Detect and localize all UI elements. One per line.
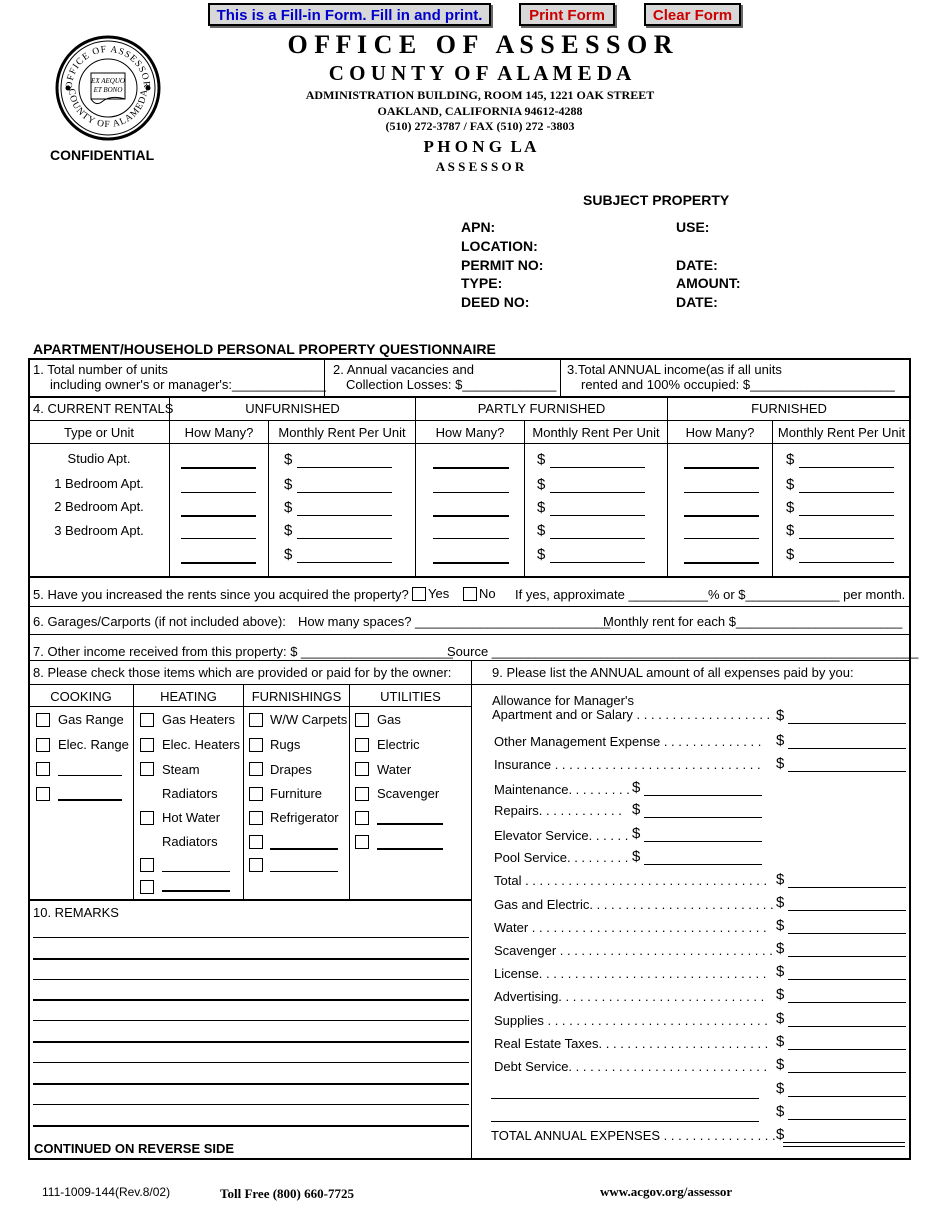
expense-label-repairs: Repairs. . . . . . . . . . . . bbox=[494, 803, 622, 818]
type-or-unit-header: Type or Unit bbox=[63, 425, 135, 440]
expense-amount-input[interactable] bbox=[788, 1049, 906, 1050]
dollar-sign: $ bbox=[776, 1080, 785, 1097]
use-label: USE: bbox=[676, 219, 710, 235]
location-label: LOCATION: bbox=[461, 238, 538, 254]
water-utility-checkbox[interactable] bbox=[355, 762, 369, 776]
utilities-other-input[interactable] bbox=[377, 823, 443, 825]
expense-label-re-taxes: Real Estate Taxes. . . . . . . . . . . . . . . . . . . . . . . . bbox=[494, 1036, 769, 1051]
refrigerator-label: Refrigerator bbox=[270, 810, 339, 825]
ww-carpets-label: W/W Carpets bbox=[270, 712, 348, 727]
continued-note: CONTINUED ON REVERSE SIDE bbox=[34, 1141, 235, 1156]
q1-label-1: 1. Total number of units bbox=[33, 362, 168, 377]
expense-label-advertising: Advertising. . . . . . . . . . . . . . . . . . . . . . . . . . . . . bbox=[494, 989, 765, 1004]
how-many-input[interactable] bbox=[433, 562, 509, 564]
q8-title: 8. Please check those items which are provided or paid for by the owner: bbox=[33, 665, 452, 680]
toll-free-number: Toll Free (800) 660-7725 bbox=[220, 1186, 354, 1201]
gas-utility-label: Gas bbox=[377, 712, 401, 727]
manager-allowance-label-2: Apartment and or Salary . . . . . . . . . . . . . . . . . . . bbox=[492, 707, 771, 722]
expense-other-label-input[interactable] bbox=[491, 1098, 759, 1099]
manager-allowance-label-1: Allowance for Manager's bbox=[492, 693, 634, 708]
remarks-input-line[interactable] bbox=[33, 1020, 469, 1021]
gas-heaters-checkbox[interactable] bbox=[140, 713, 154, 727]
dollar-sign: $ bbox=[776, 707, 785, 724]
rental-unit-type-label: 2 Bedroom Apt. bbox=[54, 499, 144, 514]
partly-furnished-header: PARTLY FURNISHED bbox=[477, 401, 606, 416]
monthly-rent-input[interactable] bbox=[297, 467, 392, 468]
monthly-rent-header: Monthly Rent Per Unit bbox=[777, 425, 906, 440]
expense-amount-input[interactable] bbox=[788, 887, 906, 888]
dollar-sign: $ bbox=[632, 779, 641, 796]
remarks-input-line[interactable] bbox=[33, 1104, 469, 1105]
dollar-sign: $ bbox=[786, 522, 795, 539]
remarks-input-line[interactable] bbox=[33, 937, 469, 938]
svg-text:OFFICE OF ASSESSOR: OFFICE OF ASSESSOR bbox=[64, 44, 152, 89]
how-many-input[interactable] bbox=[433, 492, 509, 493]
q5-yes-checkbox[interactable] bbox=[412, 587, 426, 601]
expense-label-total: Total . . . . . . . . . . . . . . . . . . . . . . . . . . . . . . . . . . bbox=[494, 873, 768, 888]
utilities-other-input[interactable] bbox=[377, 848, 443, 850]
how-many-input[interactable] bbox=[684, 538, 759, 539]
steam-radiators-label: Radiators bbox=[162, 786, 218, 801]
expense-amount-input[interactable] bbox=[788, 1002, 906, 1003]
q5-no-checkbox[interactable] bbox=[463, 587, 477, 601]
cooking-other-input[interactable] bbox=[58, 799, 122, 801]
total-double-underline bbox=[783, 1146, 905, 1147]
monthly-rent-header: Monthly Rent Per Unit bbox=[532, 425, 660, 440]
amount-label: AMOUNT: bbox=[676, 275, 741, 291]
monthly-rent-input[interactable] bbox=[799, 538, 894, 539]
dollar-sign: $ bbox=[776, 732, 785, 749]
form-title: APARTMENT/HOUSEHOLD PERSONAL PROPERTY QUESTIONNAIRE bbox=[33, 341, 496, 357]
how-many-input[interactable] bbox=[181, 538, 256, 539]
q6-spaces-label: How many spaces? ___________________________ bbox=[298, 614, 611, 629]
heating-other-input[interactable] bbox=[162, 890, 230, 892]
monthly-rent-input[interactable] bbox=[297, 538, 392, 539]
svg-text:EX AEQUO: EX AEQUO bbox=[91, 77, 125, 85]
hot-water-radiators-label: Radiators bbox=[162, 834, 218, 849]
expense-amount-input[interactable] bbox=[788, 1096, 906, 1097]
q5-label: 5. Have you increased the rents since you acquired the property? bbox=[33, 587, 409, 602]
dollar-sign: $ bbox=[776, 963, 785, 980]
monthly-rent-input[interactable] bbox=[550, 515, 645, 516]
dollar-sign: $ bbox=[284, 522, 293, 539]
unfurnished-header: UNFURNISHED bbox=[245, 401, 340, 416]
q9-title: 9. Please list the ANNUAL amount of all expenses paid by you: bbox=[492, 665, 854, 680]
confidential-label: CONFIDENTIAL bbox=[50, 147, 155, 163]
elec-heaters-label: Elec. Heaters bbox=[162, 737, 241, 752]
utilities-header: UTILITIES bbox=[380, 689, 441, 704]
dollar-sign: $ bbox=[786, 476, 795, 493]
dollar-sign: $ bbox=[786, 499, 795, 516]
dollar-sign: $ bbox=[786, 546, 795, 563]
expense-amount-input[interactable] bbox=[644, 864, 762, 865]
dollar-sign: $ bbox=[632, 825, 641, 842]
q6-label: 6. Garages/Carports (if not included above): bbox=[33, 614, 286, 629]
current-rentals-title: 4. CURRENT RENTALS bbox=[33, 401, 174, 416]
monthly-rent-input[interactable] bbox=[550, 467, 645, 468]
print-form-button[interactable]: Print Form bbox=[519, 3, 615, 26]
furnishings-other-input[interactable] bbox=[270, 848, 338, 850]
steam-radiators-checkbox[interactable] bbox=[140, 762, 154, 776]
utilities-other-checkbox[interactable] bbox=[355, 835, 369, 849]
dollar-sign: $ bbox=[632, 848, 641, 865]
apn-label: APN: bbox=[461, 219, 496, 235]
rugs-label: Rugs bbox=[270, 737, 301, 752]
how-many-input[interactable] bbox=[684, 492, 759, 493]
q5-no-label: No bbox=[479, 586, 496, 601]
hot-water-label: Hot Water bbox=[162, 810, 221, 825]
expense-amount-input[interactable] bbox=[644, 795, 762, 796]
monthly-rent-input[interactable] bbox=[799, 492, 894, 493]
monthly-rent-input[interactable] bbox=[550, 492, 645, 493]
dollar-sign: $ bbox=[776, 940, 785, 957]
rental-unit-type-label: 3 Bedroom Apt. bbox=[54, 523, 144, 538]
monthly-rent-input[interactable] bbox=[297, 492, 392, 493]
q7-label: 7. Other income received from this property: $ _____________________ bbox=[33, 644, 453, 659]
dollar-sign: $ bbox=[537, 546, 546, 563]
monthly-rent-input[interactable] bbox=[297, 515, 392, 516]
ww-carpets-checkbox[interactable] bbox=[249, 713, 263, 727]
water-utility-label: Water bbox=[377, 762, 412, 777]
furnishings-other-checkbox[interactable] bbox=[249, 858, 263, 872]
svg-text:COUNTY OF ALAMEDA: COUNTY OF ALAMEDA bbox=[65, 88, 151, 131]
expense-amount-input[interactable] bbox=[788, 748, 906, 749]
dollar-sign: $ bbox=[284, 499, 293, 516]
remarks-input-line[interactable] bbox=[33, 999, 469, 1001]
remarks-title: 10. REMARKS bbox=[33, 905, 119, 920]
scavenger-utility-label: Scavenger bbox=[377, 786, 440, 801]
monthly-rent-input[interactable] bbox=[297, 562, 392, 563]
deed-date-label: DATE: bbox=[676, 294, 718, 310]
dollar-sign: $ bbox=[776, 1103, 785, 1120]
expense-label-elevator: Elevator Service. . . . . . bbox=[494, 828, 629, 843]
heating-other-input[interactable] bbox=[162, 871, 230, 872]
clear-form-button[interactable]: Clear Form bbox=[644, 3, 741, 26]
cooking-other-checkbox[interactable] bbox=[36, 762, 50, 776]
expense-amount-input[interactable] bbox=[788, 979, 906, 980]
permit-date-label: DATE: bbox=[676, 257, 718, 273]
expense-label-gas-elec: Gas and Electric. . . . . . . . . . . . . . . . . . . . . . . . . . bbox=[494, 897, 774, 912]
gas-utility-checkbox[interactable] bbox=[355, 713, 369, 727]
how-many-header: How Many? bbox=[184, 425, 254, 440]
remarks-input-line[interactable] bbox=[33, 1062, 469, 1063]
gas-range-checkbox[interactable] bbox=[36, 713, 50, 727]
furnishings-other-checkbox[interactable] bbox=[249, 835, 263, 849]
expense-label-pool: Pool Service. . . . . . . . . bbox=[494, 850, 629, 865]
dollar-sign: $ bbox=[776, 894, 785, 911]
expense-amount-input[interactable] bbox=[644, 841, 762, 842]
address-line-1: ADMINISTRATION BUILDING, ROOM 145, 1221 OAK STREET bbox=[305, 88, 655, 102]
how-many-input[interactable] bbox=[684, 515, 759, 517]
hot-water-radiators-checkbox[interactable] bbox=[140, 811, 154, 825]
q3-label-1: 3.Total ANNUAL income(as if all units bbox=[567, 362, 782, 377]
q6-rent-label: Monthly rent for each $_______________________ bbox=[603, 614, 903, 629]
deed-no-label: DEED NO: bbox=[461, 294, 530, 310]
electric-utility-label: Electric bbox=[377, 737, 420, 752]
remarks-input-line[interactable] bbox=[33, 1041, 469, 1043]
elec-heaters-checkbox[interactable] bbox=[140, 738, 154, 752]
heating-other-checkbox[interactable] bbox=[140, 880, 154, 894]
fill-in-notice-button: This is a Fill-in Form. Fill in and print. bbox=[208, 3, 491, 26]
scavenger-utility-checkbox[interactable] bbox=[355, 787, 369, 801]
expense-label-other-mgmt: Other Management Expense . . . . . . . . . . . . . . bbox=[494, 734, 762, 749]
drapes-label: Drapes bbox=[270, 762, 312, 777]
expense-amount-input[interactable] bbox=[788, 771, 906, 772]
expense-label-total-annual: TOTAL ANNUAL EXPENSES . . . . . . . . . . . . . . . . bbox=[491, 1128, 776, 1143]
rental-unit-type-label: Studio Apt. bbox=[67, 451, 131, 466]
cooking-header: COOKING bbox=[50, 689, 112, 704]
refrigerator-checkbox[interactable] bbox=[249, 811, 263, 825]
dollar-sign: $ bbox=[776, 986, 785, 1003]
elec-range-checkbox[interactable] bbox=[36, 738, 50, 752]
electric-utility-checkbox[interactable] bbox=[355, 738, 369, 752]
rugs-checkbox[interactable] bbox=[249, 738, 263, 752]
assessor-name: P H O N G L A bbox=[423, 137, 537, 156]
dollar-sign: $ bbox=[537, 476, 546, 493]
how-many-input[interactable] bbox=[684, 467, 759, 469]
utilities-other-checkbox[interactable] bbox=[355, 811, 369, 825]
q3-label-2: rented and 100% occupied: $____________________ bbox=[581, 377, 895, 392]
monthly-rent-input[interactable] bbox=[550, 562, 645, 563]
address-line-2: OAKLAND, CALIFORNIA 94612-4288 bbox=[377, 104, 583, 118]
expense-amount-input[interactable] bbox=[783, 1142, 905, 1143]
gas-range-label: Gas Range bbox=[58, 712, 124, 727]
monthly-rent-input[interactable] bbox=[799, 467, 894, 468]
dollar-sign: $ bbox=[786, 451, 795, 468]
heating-other-checkbox[interactable] bbox=[140, 858, 154, 872]
q7-source-label: Source ___________________________________________________________ bbox=[447, 644, 919, 659]
dollar-sign: $ bbox=[537, 499, 546, 516]
steam-label: Steam bbox=[162, 762, 200, 777]
how-many-header: How Many? bbox=[435, 425, 505, 440]
how-many-input[interactable] bbox=[433, 467, 509, 469]
monthly-rent-input[interactable] bbox=[799, 562, 894, 563]
how-many-input[interactable] bbox=[181, 467, 256, 469]
remarks-input-line[interactable] bbox=[33, 979, 469, 980]
county-title: C O U N T Y O F A L A M E D A bbox=[328, 61, 632, 85]
dollar-sign: $ bbox=[537, 451, 546, 468]
expense-amount-input[interactable] bbox=[788, 1026, 906, 1027]
how-many-input[interactable] bbox=[684, 562, 759, 564]
monthly-rent-input[interactable] bbox=[799, 515, 894, 516]
expense-amount-input[interactable] bbox=[788, 933, 906, 934]
q2-label-2: Collection Losses: $_____________ bbox=[346, 377, 557, 392]
q2-label-1: 2. Annual vacancies and bbox=[333, 362, 474, 377]
expense-label-insurance: Insurance . . . . . . . . . . . . . . . . . . . . . . . . . . . . . bbox=[494, 757, 761, 772]
dollar-sign: $ bbox=[776, 1010, 785, 1027]
expense-label-maintenance: Maintenance. . . . . . . . . bbox=[494, 782, 630, 797]
dollar-sign: $ bbox=[284, 451, 293, 468]
dollar-sign: $ bbox=[776, 1126, 785, 1143]
dollar-sign: $ bbox=[284, 476, 293, 493]
dollar-sign: $ bbox=[776, 755, 785, 772]
subject-property-title: SUBJECT PROPERTY bbox=[583, 192, 730, 208]
expense-amount-input[interactable] bbox=[788, 956, 906, 957]
type-label: TYPE: bbox=[461, 275, 503, 291]
office-title: O F F I C E O F A S S E S S O R bbox=[287, 30, 673, 59]
how-many-header: How Many? bbox=[685, 425, 755, 440]
expense-other-label-input[interactable] bbox=[491, 1121, 759, 1122]
assessor-title: A S S E S S O R bbox=[435, 159, 525, 174]
expense-amount-input[interactable] bbox=[788, 910, 906, 911]
expense-amount-input[interactable] bbox=[788, 723, 906, 724]
cooking-other-checkbox[interactable] bbox=[36, 787, 50, 801]
form-number: 111-1009-144(Rev.8/02) bbox=[42, 1185, 171, 1199]
monthly-rent-input[interactable] bbox=[550, 538, 645, 539]
q5-approx-label: If yes, approximate ___________% or $_____________ per month. bbox=[515, 587, 906, 602]
q1-label-2: including owner's or manager's:_____________ bbox=[50, 377, 326, 392]
furnishings-other-input[interactable] bbox=[270, 871, 338, 872]
dollar-sign: $ bbox=[776, 871, 785, 888]
remarks-input-line[interactable] bbox=[33, 958, 469, 960]
furnishings-header: FURNISHINGS bbox=[251, 689, 342, 704]
elec-range-label: Elec. Range bbox=[58, 737, 129, 752]
assessor-seal-logo bbox=[55, 35, 161, 141]
expense-label-scavenger: Scavenger . . . . . . . . . . . . . . . . . . . . . . . . . . . . . . bbox=[494, 943, 773, 958]
how-many-input[interactable] bbox=[181, 515, 256, 517]
rental-unit-type-label: 1 Bedroom Apt. bbox=[54, 476, 144, 491]
expense-label-supplies: Supplies . . . . . . . . . . . . . . . . . . . . . . . . . . . . . . . bbox=[494, 1013, 768, 1028]
remarks-input-line[interactable] bbox=[33, 1083, 469, 1085]
svg-text:ET BONO: ET BONO bbox=[93, 86, 123, 94]
expense-amount-input[interactable] bbox=[788, 1072, 906, 1073]
how-many-input[interactable] bbox=[181, 492, 256, 493]
permit-no-label: PERMIT NO: bbox=[461, 257, 544, 273]
how-many-input[interactable] bbox=[181, 562, 256, 564]
drapes-checkbox[interactable] bbox=[249, 762, 263, 776]
furniture-label: Furniture bbox=[270, 786, 323, 801]
heating-header: HEATING bbox=[160, 689, 217, 704]
dollar-sign: $ bbox=[537, 522, 546, 539]
cooking-other-input[interactable] bbox=[58, 775, 122, 776]
expense-amount-input[interactable] bbox=[788, 1119, 906, 1120]
expense-label-license: License. . . . . . . . . . . . . . . . . . . . . . . . . . . . . . . . bbox=[494, 966, 767, 981]
remarks-input-line[interactable] bbox=[33, 1125, 469, 1127]
how-many-input[interactable] bbox=[433, 515, 509, 517]
expense-label-water: Water . . . . . . . . . . . . . . . . . . . . . . . . . . . . . . . . . bbox=[494, 920, 767, 935]
gas-heaters-label: Gas Heaters bbox=[162, 712, 235, 727]
furniture-checkbox[interactable] bbox=[249, 787, 263, 801]
phone-line: (510) 272-3787 / FAX (510) 272 -3803 bbox=[385, 119, 575, 133]
dollar-sign: $ bbox=[776, 1033, 785, 1050]
how-many-input[interactable] bbox=[433, 538, 509, 539]
q5-yes-label: Yes bbox=[428, 586, 450, 601]
dollar-sign: $ bbox=[776, 917, 785, 934]
expense-label-debt: Debt Service. . . . . . . . . . . . . . . . . . . . . . . . . . . . bbox=[494, 1059, 768, 1074]
furnished-header: FURNISHED bbox=[751, 401, 827, 416]
dollar-sign: $ bbox=[284, 546, 293, 563]
dollar-sign: $ bbox=[632, 801, 641, 818]
monthly-rent-header: Monthly Rent Per Unit bbox=[278, 425, 406, 440]
website-link[interactable]: www.acgov.org/assessor bbox=[600, 1184, 733, 1199]
expense-amount-input[interactable] bbox=[644, 817, 762, 818]
dollar-sign: $ bbox=[776, 1056, 785, 1073]
